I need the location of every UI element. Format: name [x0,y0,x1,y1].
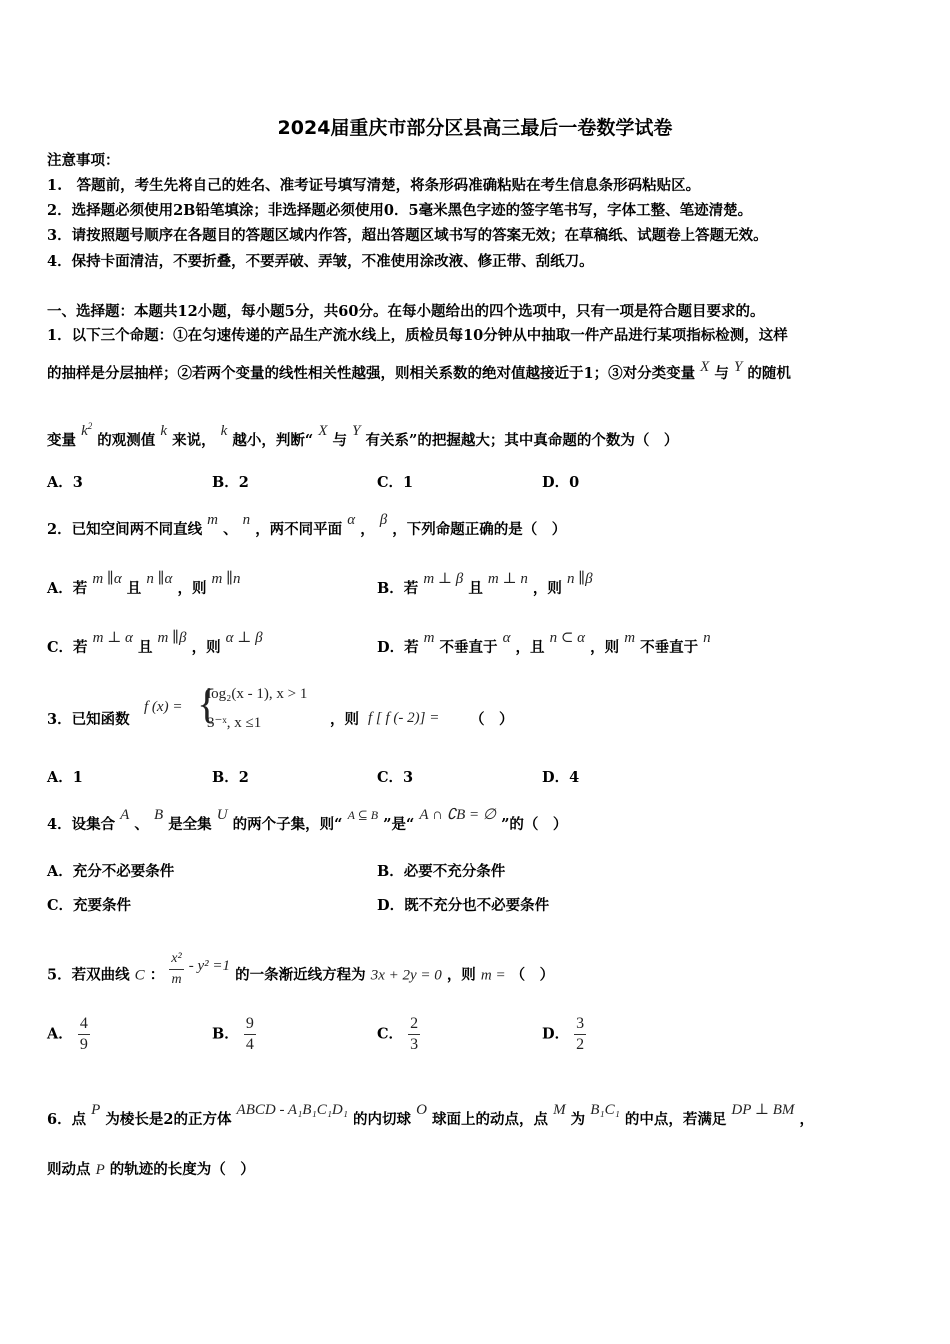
q2-c-then: ，则 [191,639,221,656]
q2-d-t2: ，且 [515,639,545,656]
q3-option-c[interactable]: C．3 [377,769,414,786]
var-set-b: B [153,807,164,823]
var-k: k [160,423,168,439]
var-m: m [207,512,218,528]
q5-colon: ： [149,966,165,984]
q1-line-2-text: 的抽样是分层抽样；②若两个变量的线性相关性越强，则相关系数的绝对值越接近于1；③对分类变量 [47,365,696,382]
q2-d-math-4: m [624,630,636,646]
var-p: P [91,1102,101,1118]
q5-d: （ ） [510,966,555,984]
var-set-u: U [216,807,228,823]
q3-piece-1: log₂(x - 1), x > 1 [207,686,308,702]
q4-option-a[interactable]: A．充分不必要条件 [47,863,175,880]
q5-equation: 3x + 2y = 0 [370,967,442,984]
q5-option-a-frac [78,1014,90,1055]
q5-b: 的一条渐近线方程为 [235,966,366,984]
q2-stem-b: ，两不同平面 [255,521,343,538]
q1-line-3-e: 有关系”的把握越大；其中真命题的个数为（ ） [365,432,679,449]
var-o: O [416,1102,427,1118]
q3-function-f: f (x) = [144,699,183,715]
q2-b-and: 且 [468,580,483,597]
q3-then: ，则 [330,711,359,728]
var-x-2: X [318,423,328,439]
q5-option-d[interactable] [542,1014,586,1055]
q2-d-math-3: n ⊂ α [549,630,586,646]
notice-item-3: 3．请按照题号顺序在各题目的答题区域内作答，超出答题区域书写的答案无效；在草稿纸、试题卷上答题无效。 [47,227,768,244]
q6-a: 6．点 [47,1111,87,1128]
q1-line-3-b: 的观测值 [97,432,156,449]
q2-c-math-1: m ⊥ α [92,630,133,646]
var-y-2: Y [352,423,361,439]
q5-option-c-label: C． [377,1025,404,1043]
q4-c: 的两个子集，则“ [232,816,343,833]
q2-b-then: ，则 [532,580,562,597]
q2-option-b[interactable] [377,571,593,599]
q5-b-den: 4 [245,1036,254,1053]
q2-d-t3: ，则 [590,639,620,656]
q2-b-math-3: n ∥β [566,571,593,587]
q4-option-d[interactable]: D．既不充分也不必要条件 [377,897,550,914]
notice-heading: 注意事项： [47,152,120,169]
var-x: X [700,359,710,375]
q2-b-pre: B．若 [377,580,419,597]
q5-b-num: 9 [244,1014,256,1035]
notice-item-4: 4．保持卡面清洁，不要折叠，不要弄破、弄皱，不准使用涂改液、修正带、刮纸刀。 [47,253,594,270]
q2-d-t1: 不垂直于 [439,639,498,656]
q2-a-then: ，则 [177,580,207,597]
q2-stem [47,512,567,540]
q5-stem [47,951,555,996]
q2-stem-c: ，下列命题正确的是（ ） [392,521,567,538]
q5-rest: - y² =1 [188,957,231,974]
q1-option-a[interactable]: A．3 [47,474,83,491]
q2-c-pre: C．若 [47,639,88,656]
q5-option-b-label: B． [212,1025,239,1043]
q2-b-math-2: m ⊥ n [487,571,528,587]
var-k-exp: 2 [87,421,93,431]
q1-option-d[interactable]: D．0 [542,474,580,491]
q4-option-b[interactable]: B．必要不充分条件 [377,863,506,880]
q5-option-d-label: D． [542,1025,570,1043]
q1-line-3-a: 变量 [47,432,76,449]
q2-option-c[interactable] [47,630,263,658]
q5-a-num: 4 [78,1014,90,1035]
q5-fraction-den: m [171,972,182,987]
q2-comma: ， [360,521,375,538]
q4-condition-2: A ∩ ∁B = ∅ [419,807,496,823]
q6-cube: ABCD - A₁B₁C₁D₁ [236,1102,348,1118]
var-k-squared [81,423,92,439]
q5-c-num: 2 [408,1014,420,1035]
q5-option-b-frac [244,1014,256,1055]
q2-d-t4: 不垂直于 [640,639,699,656]
q2-a-pre: A．若 [47,580,88,597]
page-title: 2024届重庆市部分区县高三最后一卷数学试卷 [277,117,673,139]
q2-c-and: 且 [137,639,153,656]
q2-a-and: 且 [126,580,142,597]
q5-option-c[interactable] [377,1014,420,1055]
q2-c-math-2: m ∥β [157,630,187,646]
q2-a-math-3: m ∥n [211,571,241,587]
q4-d: ”是“ [383,816,415,833]
q5-d-den: 2 [576,1036,585,1053]
q2-d-math-1: m [423,630,435,646]
q5-option-d-frac [574,1014,586,1055]
notice-item-1: 1. 答题前，考生先将自己的姓名、准考证号填写清楚，将条形码准确粘贴在考生信息条形码粘贴区。 [47,177,701,194]
q2-d-math-2: α [502,630,511,646]
q6-e: 为 [570,1111,586,1128]
q2-d-pre: D．若 [377,639,419,656]
q5-fraction [169,949,183,990]
notice-item-2: 2．选择题必须使用2B铅笔填涂；非选择题必须使用0．5毫米黑色字迹的签字笔书写，字体工整、笔迹清楚。 [47,202,753,219]
q6-g: ， [799,1111,814,1128]
q1-line-2-end: 的随机 [747,365,791,382]
q3-blank: （ ） [470,711,514,728]
q1-option-c[interactable]: C．1 [377,474,414,491]
q5-c: ，则 [446,966,476,984]
q2-a-math-2: n ∥α [146,571,173,587]
q5-a: 5．若双曲线 [47,966,130,984]
q3-piece-2: 3⁻ˣ, x ≤1 [207,715,262,731]
var-p-2: P [95,1162,105,1178]
q4-option-c[interactable]: C．充要条件 [47,897,132,914]
q1-line-1: 1．以下三个命题：①在匀速传递的产品生产流水线上，质检员每10分钟从中抽取一件产品进行某项指标检测，这样 [47,327,788,344]
q5-option-a-label: A． [47,1025,73,1043]
q1-line-2 [47,359,791,384]
q6-b: 为棱长是2的正方体 [105,1111,232,1128]
q6-f: 的中点，若满足 [624,1111,727,1128]
q4-b: 是全集 [168,816,212,833]
q2-option-d[interactable] [377,630,711,658]
q2-a-math-1: m ∥α [92,571,122,587]
q5-option-b[interactable] [212,1014,256,1055]
q5-m: m = [480,967,506,984]
var-alpha: α [347,512,356,528]
q4-condition-1: A ⊆ B [347,808,379,822]
q5-a-den: 9 [79,1036,88,1053]
q2-option-a[interactable] [47,571,241,599]
q5-option-a[interactable] [47,1014,90,1055]
q1-and: 与 [714,365,729,382]
var-m-point: M [553,1102,566,1118]
q5-fraction-num: x² [169,949,183,970]
q5-d-num: 3 [574,1014,586,1035]
q6-line-1 [47,1102,814,1130]
q5-option-c-frac [408,1014,420,1055]
q1-option-b[interactable]: B．2 [212,474,249,491]
q4-sep: 、 [134,816,149,833]
q1-line-3-d: 越小，判断“ [232,432,314,449]
q4-a: 4．设集合 [47,816,116,833]
var-k-2: k [220,423,228,439]
q2-c-math-3: α ⊥ β [225,630,263,646]
q2-d-math-5: n [703,630,711,646]
q6-line-2 [47,1160,255,1180]
q3-option-d[interactable]: D．4 [542,769,580,786]
var-n: n [242,512,251,528]
var-beta: β [379,512,388,528]
q4-stem [47,807,568,835]
q6-l2b: 的轨迹的长度为（ ） [109,1161,255,1178]
q1-line-3-c: 来说， [172,432,216,449]
var-k-base: k [81,423,88,439]
q6-condition: DP ⊥ BM [731,1102,795,1118]
section-heading: 一、选择题：本题共12小题，每小题5分，共60分。在每小题给出的四个选项中，只有一项是符合题目要求的。 [47,303,765,320]
q5-c-den: 3 [410,1036,419,1053]
q3-composite: f [ f (- 2)] = [368,710,440,726]
q6-c: 的内切球 [353,1111,412,1128]
q6-b1c1: B₁C₁ [590,1102,620,1118]
q3-option-b[interactable]: B．2 [212,769,249,786]
q1-line-3 [47,421,679,451]
q6-d: 球面上的动点，点 [432,1111,548,1128]
var-y: Y [733,359,743,375]
var-set-a: A [120,807,130,823]
q3-option-a[interactable]: A．1 [47,769,83,786]
q4-e: ”的（ ） [501,816,568,833]
q3-label: 3．已知函数 [47,711,130,728]
q3-brace: { [197,682,218,728]
q2-sep: 、 [223,521,238,538]
q2-b-math-1: m ⊥ β [423,571,464,587]
var-c: C [134,967,145,984]
q1-and-2: 与 [332,432,348,449]
q6-l2a: 则动点 [47,1161,91,1178]
q2-stem-a: 2．已知空间两不同直线 [47,521,203,538]
